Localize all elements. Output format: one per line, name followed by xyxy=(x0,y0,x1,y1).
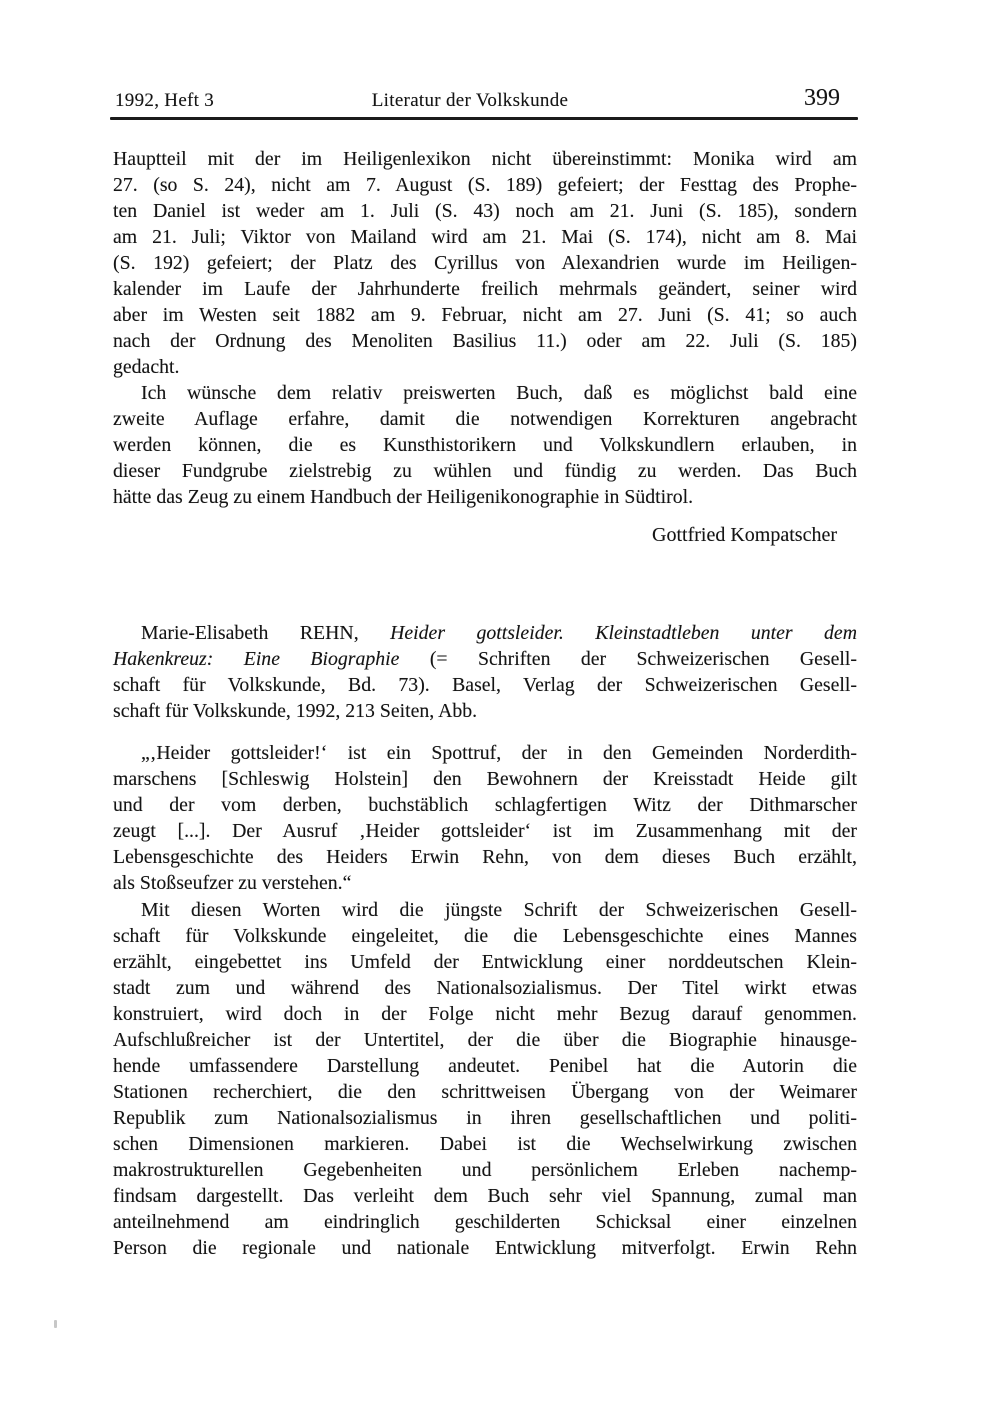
header-rule xyxy=(110,117,858,120)
book-citation: Marie-Elisabeth REHN, Heider gottsleider. Kleinstadtleben unter dem Hakenkreuz: Eine Biographie (= Schriften der Schweizerischen Gesell- schaft für Volkskunde, Bd. 73). Basel, Verlag der Schweizerischen Gesell- schaft für Volkskunde, 1992, 213 Seiten, Abb. xyxy=(113,622,857,722)
reviewer-signature: Gottfried Kompatscher xyxy=(652,524,837,546)
review-end-paragraph-2: Ich wünsche dem relativ preiswerten Buch, daß es möglichst bald eine zweite Auflage erfahre, damit die notwendigen Korrekturen angebracht werden können, die es Kunsthistorikern und Volkskundlern erlauben, in dieser Fundgrube zielstrebig zu wühlen und fündig zu werden. Das Buch hätte das Zeug zu einem Handbuch der Heiligenikonographie in Südtirol. xyxy=(113,382,857,508)
running-header xyxy=(113,85,857,113)
scan-speck xyxy=(54,1320,57,1328)
review-end-paragraph-1: Hauptteil mit der im Heiligenlexikon nicht übereinstimmt: Monika wird am 27. (so S. 24), nicht am 7. August (S. 189) gefeiert; der Festtag des Prophe- ten Daniel ist weder am 1. Juli (S. 43) noch am 21. Juni (S. 185), sondern am 21. Juli; Viktor von Mailand wird am 21. Mai (S. 174), nicht am 8. Mai (S. 192) gefeiert; der Platz des Cyrillus von Alexandrien wurde im Heiligen- kalender im Laufe der Jahrhunderte freilich mehrmals geändert, seiner wird aber im Westen seit 1882 am 9. Februar, nicht am 27. Juni (S. 41; so auch nach der Ordnung des Menoliten Basilius 11.) oder am 22. Juli (S. 185) gedacht. xyxy=(113,148,857,378)
page-number: 399 xyxy=(804,85,840,111)
journal-title: Literatur der Volkskunde xyxy=(371,90,569,111)
quote-paragraph: „‚Heider gottsleider!‘ ist ein Spottruf, der in den Gemeinden Norderdith- marschens [Schleswig Holstein] den Bewohnern der Kreisstadt Heide gilt und der vom derben, buchstäblich schlagfertigen Witz der Dithmarscher zeugt [...]. Der Ausruf ‚Heider gottsleider‘ ist im Zusammenhang mit der Lebensgeschichte des Heiders Erwin Rehn, von dem dieses Buch erzählt, als Stoßseufzer zu verstehen.“ xyxy=(113,742,857,894)
issue-label: 1992, Heft 3 xyxy=(115,90,215,111)
review-body-paragraph: Mit diesen Worten wird die jüngste Schrift der Schweizerischen Gesell- schaft für Volkskunde eingeleitet, die die Lebensgeschichte eines Mannes erzählt, eingebettet ins Umfeld der Entwicklung einer norddeutschen Klein- stadt zum und während des Nationalsozialismus. Der Titel wirkt etwas konstruiert, wird doch in der Folge nicht mehr Bezug darauf genommen. Aufschlußreicher ist der Untertitel, der die über die Biographie hinausge- hende umfassendere Darstellung andeutet. Penibel hat die Autorin die Stationen recherchiert, die den schrittweisen Übergang von der Weimarer Republik zum Nationalsozialismus in ihren gesellschaftlichen und politi- schen Dimensionen markieren. Dabei ist die Wechselwirkung zwischen makrostrukturellen Gegebenheiten und persönlichem Erleben nachemp- findsam dargestellt. Das verleiht dem Buch sehr viel Spannung, zumal man anteilnehmend am eindringlich geschilderten Schicksal einer einzelnen Person die regionale und nationale Entwicklung mitverfolgt. Erwin Rehn xyxy=(113,899,857,1259)
